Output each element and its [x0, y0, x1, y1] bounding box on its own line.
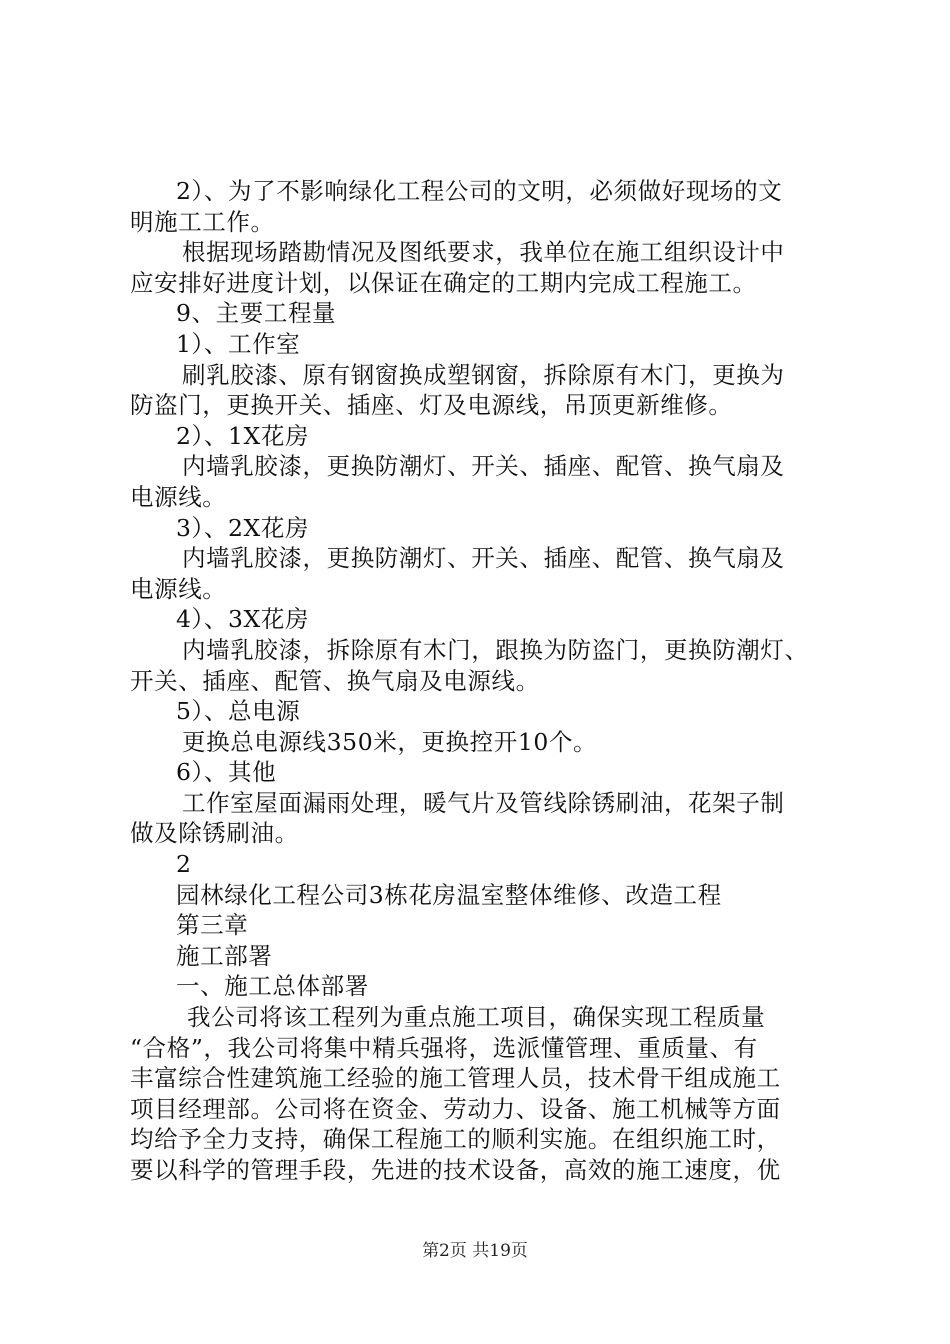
text-line: 一、施工总体部署	[176, 972, 369, 1001]
text-line: 9、主要工程量	[176, 299, 337, 328]
text-line: 项目经理部。公司将在资金、劳动力、设备、施工机械等方面	[130, 1094, 781, 1123]
text-line: 施工部署	[176, 941, 273, 970]
text-line: 均给予全力支持，确保工程施工的顺利实施。在组织施工时，	[130, 1125, 781, 1154]
text-line: 园林绿化工程公司3栋花房温室整体维修、改造工程	[176, 880, 722, 909]
text-line: 电源线。	[130, 574, 227, 603]
text-line: 刷乳胶漆、原有钢窗换成塑钢窗，拆除原有木门，更换为	[182, 360, 785, 389]
text-line: 2	[176, 850, 192, 879]
text-line: 做及除锈刷油。	[130, 819, 299, 848]
text-line: 内墙乳胶漆，更换防潮灯、开关、插座、配管、换气扇及	[182, 544, 785, 573]
text-line: 应安排好进度计划，以保证在确定的工期内完成工程施工。	[130, 268, 757, 297]
text-line: 3）、2X花房	[176, 513, 310, 542]
text-line: 2）、为了不影响绿化工程公司的文明，必须做好现场的文	[176, 177, 783, 205]
text-line: 5）、总电源	[176, 697, 301, 726]
text-line: 内墙乳胶漆，更换防潮灯、开关、插座、配管、换气扇及	[182, 452, 785, 481]
text-line: 我公司将该工程列为重点施工项目，确保实现工程质量	[187, 1003, 766, 1032]
text-line: 要以科学的管理手段，先进的技术设备，高效的施工速度，优	[130, 1156, 781, 1184]
text-line: 内墙乳胶漆，拆除原有木门，跟换为防盗门，更换防潮灯、	[182, 635, 809, 664]
text-line: 工作室屋面漏雨处理，暖气片及管线除锈刷油，花架子制	[182, 788, 785, 817]
document-body	[130, 176, 830, 1186]
text-line: 防盗门，更换开关、插座、灯及电源线，吊顶更新维修。	[130, 391, 733, 420]
text-line: 6）、其他	[176, 758, 277, 787]
text-line: 第三章	[176, 911, 249, 940]
text-line: “合格”，我公司将集中精兵强将，选派懂管理、重质量、有	[130, 1033, 758, 1062]
text-line: 2）、1X花房	[176, 421, 310, 450]
text-line: 开关、插座、配管、换气扇及电源线。	[130, 666, 540, 695]
text-line: 更换总电源线350米，更换控开10个。	[182, 727, 598, 756]
text-line: 电源线。	[130, 482, 227, 511]
text-line: 明施工工作。	[130, 207, 275, 236]
text-line: 根据现场踏勘情况及图纸要求，我单位在施工组织设计中	[182, 238, 785, 267]
text-line: 4）、3X花房	[176, 605, 310, 634]
text-line: 1）、工作室	[176, 329, 301, 358]
page-footer: 第2页 共19页	[422, 1241, 528, 1261]
text-line: 丰富综合性建筑施工经验的施工管理人员，技术骨干组成施工	[130, 1064, 781, 1093]
